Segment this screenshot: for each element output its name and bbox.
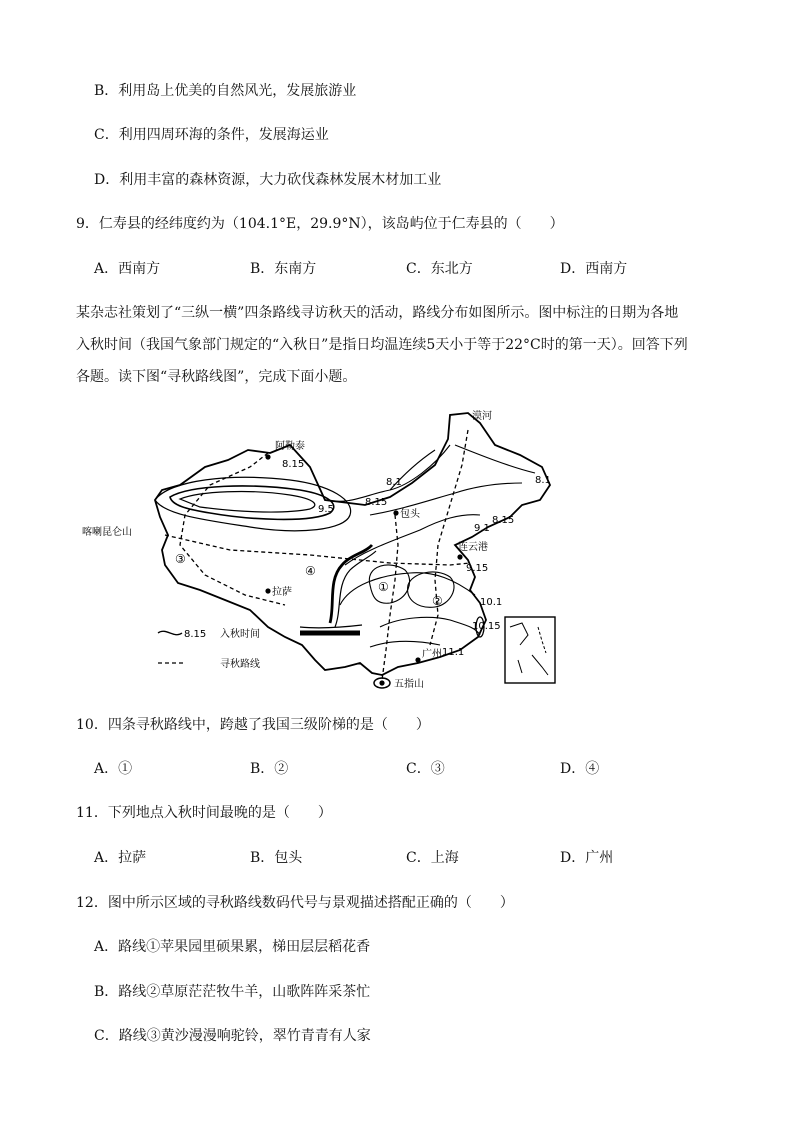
route-1-label: ① — [378, 580, 389, 594]
date-label: 10.1 — [480, 597, 503, 608]
q11-option-b: B．包头 — [250, 850, 303, 866]
route-4-line — [165, 535, 470, 565]
label-karakoram: 喀喇昆仑山 — [82, 527, 132, 538]
date-label: 10.15 — [472, 621, 501, 632]
q12-stem: 12．图中所示区域的寻秋路线数码代号与景观描述搭配正确的（ ） — [76, 895, 514, 911]
isoline-tarim-inner — [170, 486, 334, 519]
label-mohe: 漠河 — [472, 411, 492, 422]
q10-option-b: B．② — [250, 761, 289, 777]
q12-option-a: A．路线①苹果园里硕果累，梯田层层稻花香 — [94, 939, 371, 955]
q12-option-b: B．路线②草原茫茫牧牛羊，山歌阵阵采茶忙 — [94, 984, 371, 1000]
label-baotou: 包头 — [400, 509, 420, 520]
south-china-sea-inset — [505, 617, 555, 683]
date-label: 8.15 — [492, 515, 515, 526]
label-aletai: 阿勒泰 — [275, 441, 305, 452]
q11-stem: 11．下列地点入秋时间最晚的是（ ） — [76, 805, 332, 821]
date-label: 9.15 — [466, 563, 489, 574]
isoline-hengduan-band — [330, 545, 372, 623]
date-label: 8.1 — [386, 477, 402, 488]
q9-option-d: D．西南方 — [560, 261, 628, 277]
q8-option-b: B．利用岛上优美的自然风光，发展旅游业 — [94, 83, 357, 99]
route-4-label: ④ — [305, 564, 316, 578]
q10-option-c: C．③ — [406, 761, 445, 777]
intro-line-2: 入秋时间（我国气象部门规定的“入秋日”是指日均温连续5天小于等于22°C时的第一天）。回答下列 — [76, 337, 688, 353]
q11-option-c: C．上海 — [406, 850, 459, 866]
china-outline — [155, 413, 550, 675]
q10-stem: 10．四条寻秋路线中，跨越了我国三级阶梯的是（ ） — [76, 717, 430, 733]
q12-option-c: C．路线③黄沙漫漫响驼铃，翠竹青青有人家 — [94, 1028, 371, 1044]
intro-line-3: 各题。读下图“寻秋路线图”，完成下面小题。 — [76, 369, 357, 385]
isoline-1015 — [380, 617, 480, 635]
date-label: 8.15 — [282, 459, 305, 470]
date-label: 8.1 — [535, 475, 551, 486]
label-lhasa: 拉萨 — [272, 587, 292, 598]
legend-route-label: 寻秋路线 — [220, 659, 260, 670]
date-label: 9.1 — [474, 523, 490, 534]
legend-isoline-icon — [158, 631, 182, 634]
legend-autumn-label: 入秋时间 — [220, 629, 260, 640]
intro-line-1: 某杂志社策划了“三纵一横”四条路线寻访秋天的活动，路线分布如图所示。图中标注的日期为各地 — [76, 305, 679, 321]
q11-option-d: D．广州 — [560, 850, 614, 866]
label-lianyungang: 连云港 — [458, 542, 488, 553]
q9-option-a: A．西南方 — [94, 261, 161, 277]
legend-date-sample: 8.15 — [184, 629, 207, 640]
label-wuzhishan: 五指山 — [394, 679, 424, 690]
q9-stem: 9．仁寿县的经纬度约为（104.1°E，29.9°N），该岛屿位于仁寿县的（ ） — [76, 216, 564, 232]
q11-option-a: A．拉萨 — [94, 850, 147, 866]
date-label: 11.1 — [442, 647, 465, 658]
isoline-815 — [325, 445, 450, 501]
isoline-111 — [370, 641, 440, 647]
q8-option-c: C．利用四周环海的条件，发展海运业 — [94, 127, 329, 143]
autumn-route-map — [82, 405, 570, 690]
date-label: 9.5 — [318, 504, 334, 515]
q10-option-d: D．④ — [560, 761, 600, 777]
isoline-sichuan-basin — [369, 565, 409, 603]
q8-option-d: D．利用丰富的森林资源，大力砍伐森林发展木材加工业 — [94, 172, 442, 188]
q10-option-a: A．① — [94, 761, 133, 777]
route-2-label: ② — [432, 594, 443, 608]
route-3-label: ③ — [175, 552, 186, 566]
q9-option-b: B．东南方 — [250, 261, 317, 277]
date-label: 8.15 — [365, 497, 388, 508]
label-guangzhou: 广州 — [422, 649, 442, 660]
q9-option-c: C．东北方 — [406, 261, 473, 277]
